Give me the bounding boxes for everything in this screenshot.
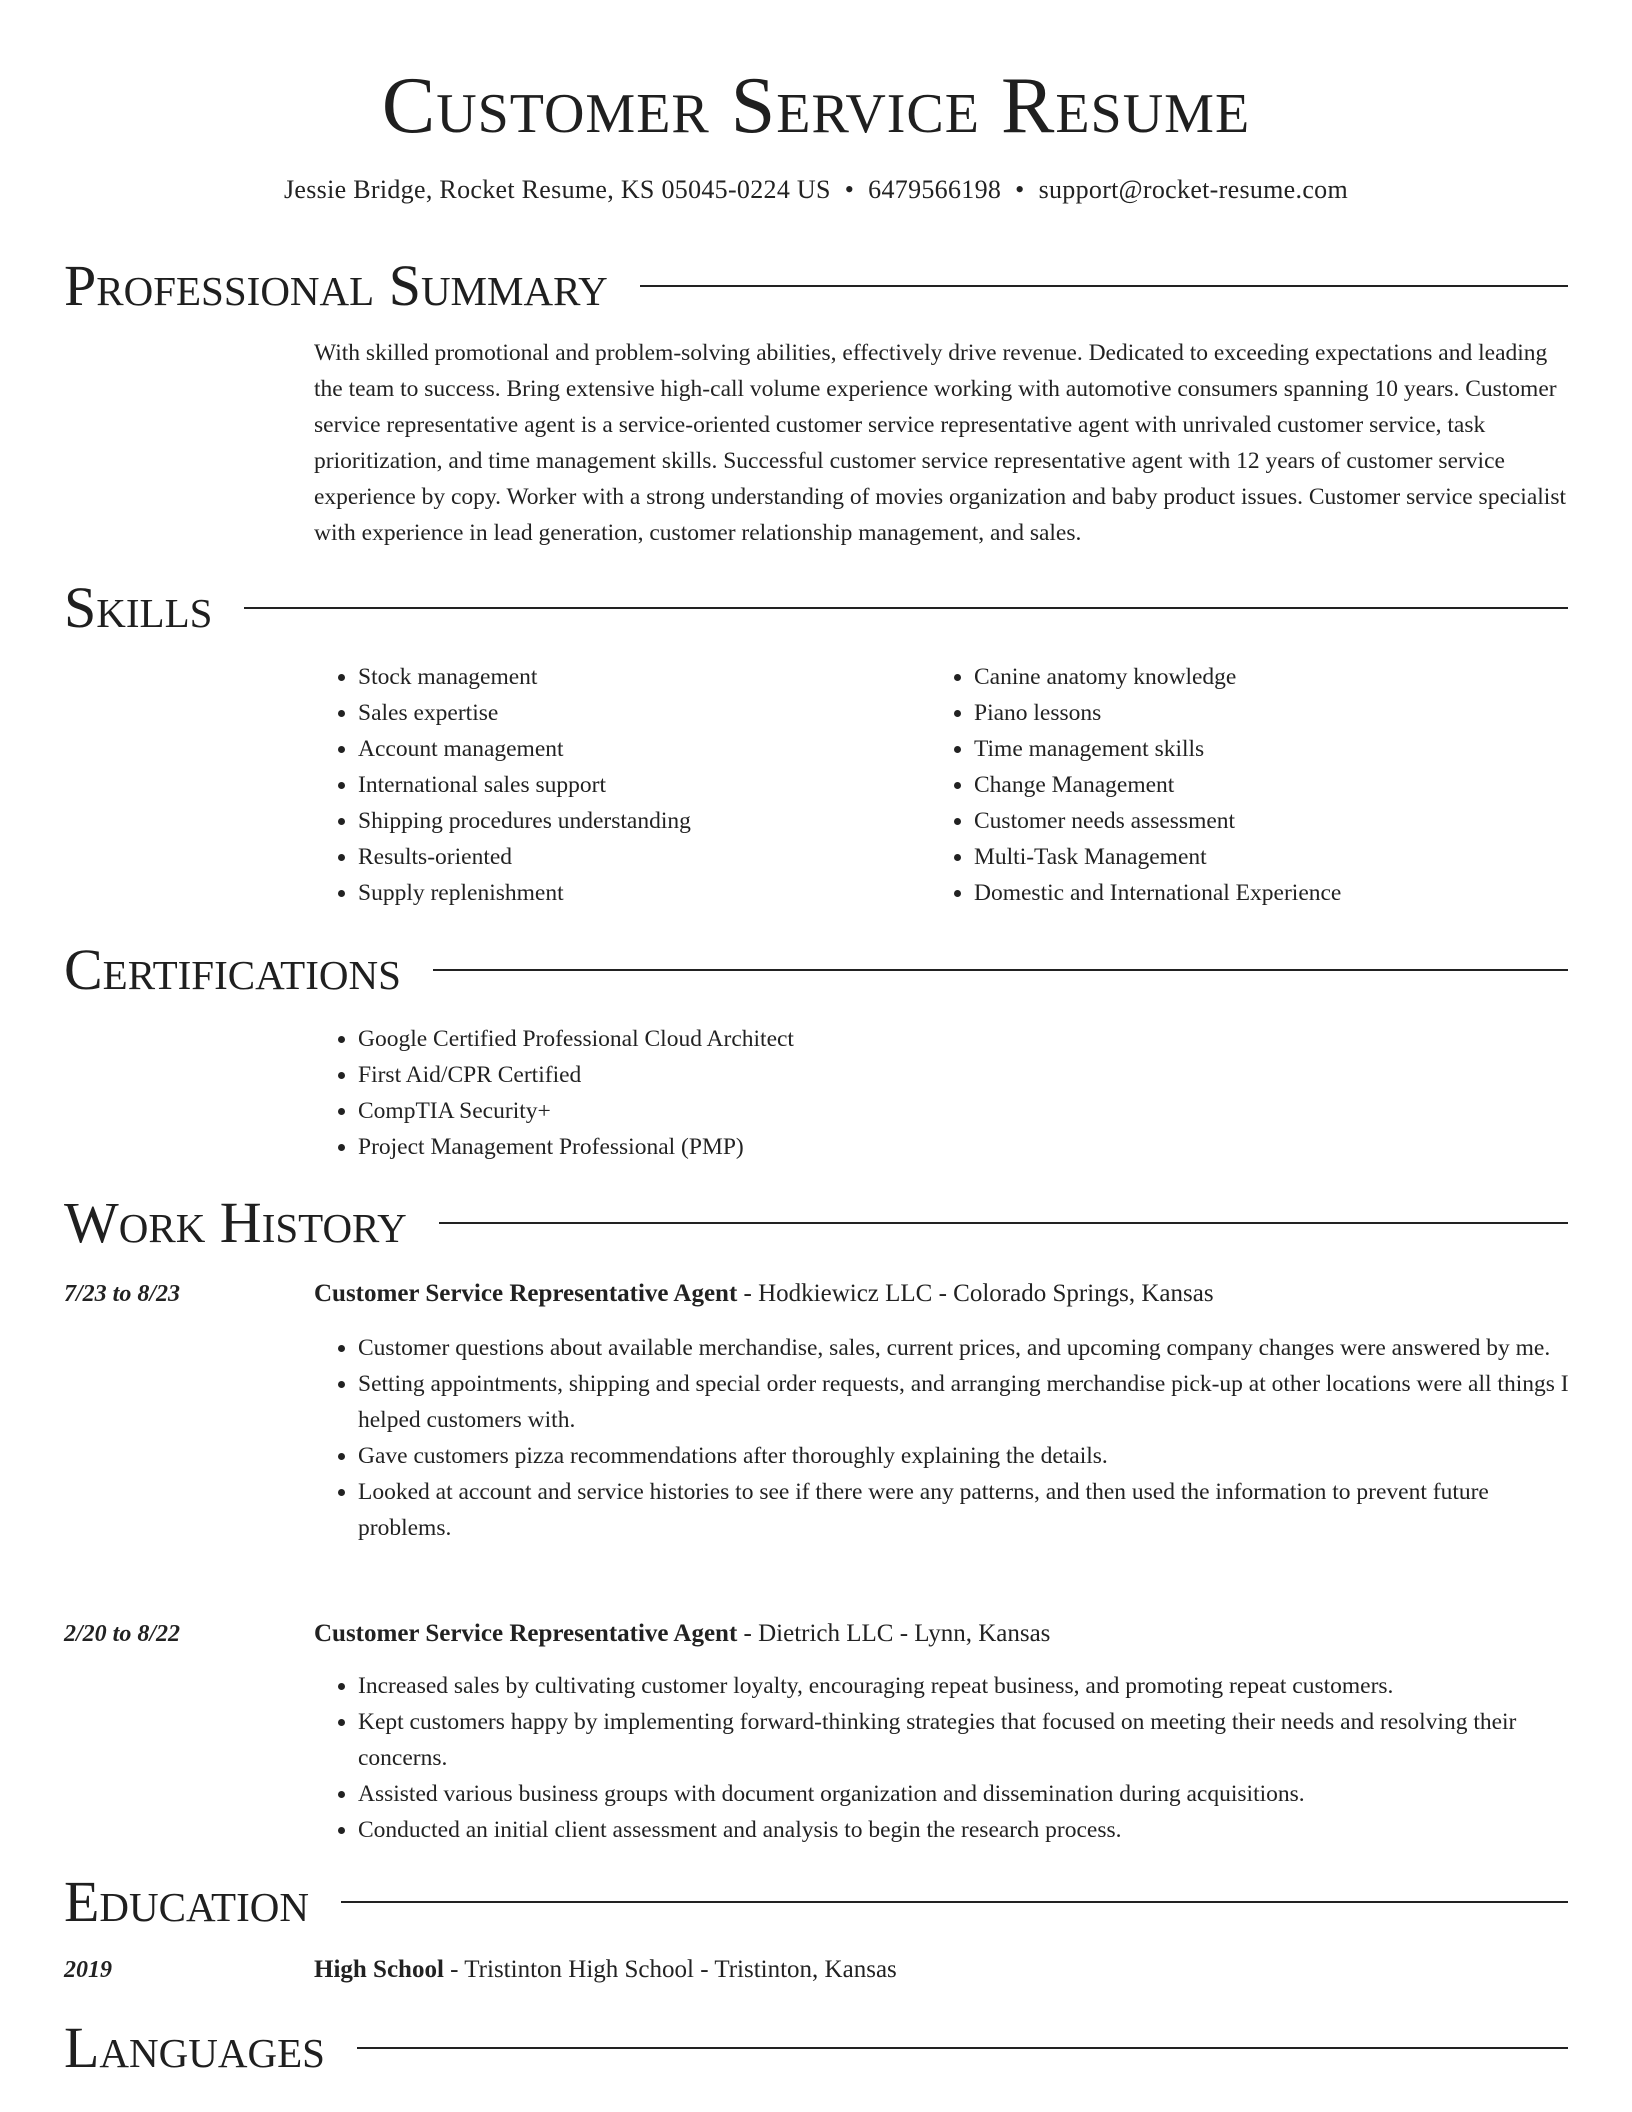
job-bullet: • Customer questions about available merchandise, sales, current prices, and upcoming company changes were answered by me. <box>358 1330 1570 1366</box>
certification-item: • First Aid/CPR Certified <box>358 1057 1570 1093</box>
skill-item: • Results-oriented <box>358 839 930 875</box>
section-divider <box>357 2047 1568 2049</box>
skill-item: • Supply replenishment <box>358 875 930 911</box>
job-heading <box>314 1276 1570 1312</box>
skill-item: • Multi-Task Management <box>974 839 1546 875</box>
skills-column-left <box>314 659 930 911</box>
job-heading <box>314 1616 1570 1652</box>
job-bullet: • Assisted various business groups with document organization and dissemination during acquisitions. <box>358 1776 1570 1812</box>
job-title: Customer Service Representative Agent <box>314 1620 738 1647</box>
languages-section-header <box>64 2016 1568 2080</box>
contact-email: support@rocket-resume.com <box>1038 175 1348 204</box>
certification-item: • Google Certified Professional Cloud Architect <box>358 1021 1570 1057</box>
skill-item: • Customer needs assessment <box>974 803 1546 839</box>
education-degree: High School <box>314 1956 444 1983</box>
education-year: 2019 <box>64 1957 112 1983</box>
section-divider <box>433 969 1568 971</box>
job-title: Customer Service Representative Agent <box>314 1280 738 1307</box>
skill-item: • Change Management <box>974 767 1546 803</box>
languages-heading: Languages <box>64 2015 325 2080</box>
summary-text: With skilled promotional and problem-solving abilities, effectively drive revenue. Dedicated to exceeding expectations and leading the team to success. Bring extensive high-call volume experience working with automotive consumers spanning 10 years. Customer service representative agent is a service-oriented customer service representative agent with unrivaled customer service, task prioritization, and time management skills. Successful customer service representative agent with 12 years of customer service experience by copy. Worker with a strong understanding of movies organization and baby product issues. Customer service specialist with experience in lead generation, customer relationship management, and sales. <box>314 340 1566 546</box>
summary-body <box>314 335 1570 551</box>
contact-phone: 6479566198 <box>868 175 1002 204</box>
certifications-list <box>314 1021 1570 1165</box>
resume-title: Customer Service Resume <box>381 62 1251 150</box>
skill-item: • Account management <box>358 731 930 767</box>
education-entry <box>314 1952 1570 1988</box>
work-history-heading: Work History <box>64 1190 407 1255</box>
job-bullet-list <box>314 1330 1570 1546</box>
work-history-section-header <box>64 1191 1568 1255</box>
summary-heading: Professional Summary <box>64 253 608 318</box>
job-bullet: • Gave customers pizza recommendations after thoroughly explaining the details. <box>358 1438 1570 1474</box>
job-bullet: • Kept customers happy by implementing forward-thinking strategies that focused on meeting their needs and resolving their concerns. <box>358 1704 1570 1776</box>
contact-separator: • <box>844 175 855 204</box>
section-divider <box>341 1901 1568 1903</box>
job-bullet: • Looked at account and service histories to see if there were any patterns, and then used the information to prevent future problems. <box>358 1474 1570 1546</box>
skills-list <box>314 659 1570 911</box>
skill-item: • Domestic and International Experience <box>974 875 1546 911</box>
job-dates: 2/20 to 8/22 <box>64 1621 181 1647</box>
skill-item: • International sales support <box>358 767 930 803</box>
skill-item: • Shipping procedures understanding <box>358 803 930 839</box>
education-school: - Tristinton High School - Tristinton, Kansas <box>443 1956 897 1983</box>
certification-item: • Project Management Professional (PMP) <box>358 1129 1570 1165</box>
education-heading: Education <box>64 1869 309 1934</box>
section-divider <box>439 1222 1568 1224</box>
summary-section-header <box>64 254 1568 318</box>
job-bullet-list <box>314 1668 1570 1848</box>
skills-heading: Skills <box>64 575 213 640</box>
contact-separator: • <box>1015 175 1025 204</box>
section-divider <box>640 285 1568 287</box>
job-bullet: • Conducted an initial client assessment and analysis to begin the research process. <box>358 1812 1570 1848</box>
certifications-heading: Certifications <box>64 937 401 1002</box>
contact-line <box>0 172 1632 208</box>
skill-item: • Sales expertise <box>358 695 930 731</box>
certifications-section-header <box>64 938 1568 1002</box>
contact-address: Jessie Bridge, Rocket Resume, KS 05045-0224 US <box>284 175 831 204</box>
education-section-header <box>64 1870 1568 1934</box>
job-dates: 7/23 to 8/23 <box>64 1281 181 1307</box>
job-employer: - Hodkiewicz LLC - Colorado Springs, Kansas <box>737 1280 1214 1307</box>
section-divider <box>244 607 1568 609</box>
skill-item: • Piano lessons <box>974 695 1546 731</box>
job-bullet: • Setting appointments, shipping and special order requests, and arranging merchandise pick-up at other locations were all things I helped customers with. <box>358 1366 1570 1438</box>
skill-item: • Canine anatomy knowledge <box>974 659 1546 695</box>
skill-item: • Stock management <box>358 659 930 695</box>
certification-item: • CompTIA Security+ <box>358 1093 1570 1129</box>
job-bullet: • Increased sales by cultivating customer loyalty, encouraging repeat business, and promoting repeat customers. <box>358 1668 1570 1704</box>
job-employer: - Dietrich LLC - Lynn, Kansas <box>737 1620 1051 1647</box>
skills-column-right <box>930 659 1546 911</box>
skill-item: • Time management skills <box>974 731 1546 767</box>
skills-section-header <box>64 576 1568 640</box>
